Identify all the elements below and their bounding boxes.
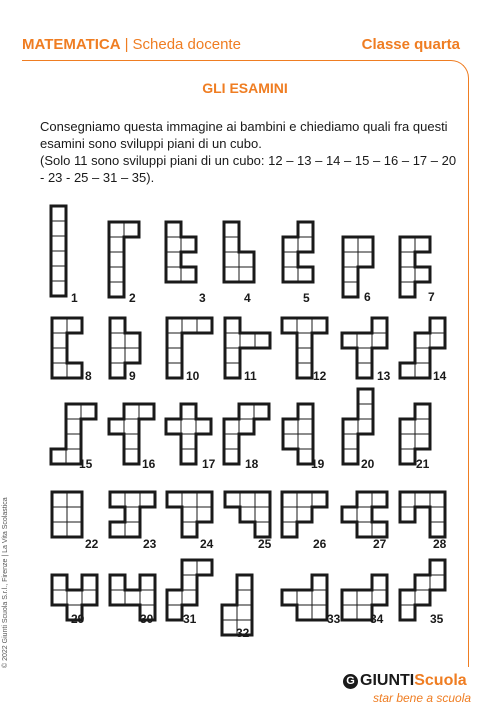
net-face [400, 419, 415, 434]
net-face [52, 522, 67, 537]
net-face [357, 507, 372, 522]
net-face [224, 267, 239, 282]
net-number-label: 32 [236, 626, 250, 640]
cube-net-23 [110, 492, 157, 551]
cube-net-33 [282, 575, 341, 626]
net-face [358, 237, 373, 252]
net-number-label: 25 [258, 537, 272, 551]
net-face [110, 590, 125, 605]
net-face [240, 333, 255, 348]
net-face [400, 507, 415, 522]
net-face [125, 507, 140, 522]
net-face [240, 507, 255, 522]
net-number-label: 22 [85, 537, 99, 551]
net-face [298, 267, 313, 282]
net-face [66, 419, 81, 434]
net-face [358, 404, 373, 419]
net-face [67, 318, 82, 333]
net-face [167, 333, 182, 348]
net-face [298, 434, 313, 449]
cube-net-32 [222, 575, 252, 640]
net-face [372, 522, 387, 537]
net-face [51, 206, 66, 221]
net-face [225, 318, 240, 333]
net-face [415, 363, 430, 378]
net-face [225, 333, 240, 348]
cube-net-26 [282, 492, 327, 551]
grade-label: Classe quarta [361, 36, 460, 53]
net-face [124, 419, 139, 434]
net-number-label: 29 [71, 612, 85, 626]
net-face [124, 434, 139, 449]
net-number-label: 23 [143, 537, 157, 551]
net-face [239, 419, 254, 434]
net-face [255, 507, 270, 522]
net-face [372, 333, 387, 348]
cube-net-35 [400, 560, 445, 626]
net-number-label: 15 [79, 457, 93, 471]
net-face [312, 605, 327, 620]
solution-note: (Solo 11 sono sviluppi piani di un cubo: 12 – 13 – 14 – 15 – 16 – 17 – 20 - 23 - 25 – 31 – 35). [40, 153, 457, 185]
giunti-scuola-logo [343, 672, 478, 712]
net-number-label: 27 [373, 537, 387, 551]
net-face [110, 575, 125, 590]
net-number-label: 21 [416, 457, 430, 471]
logo-g-icon: G [343, 674, 358, 689]
net-face [282, 492, 297, 507]
net-number-label: 34 [370, 612, 384, 626]
net-face [52, 575, 67, 590]
net-face [197, 507, 212, 522]
net-face [297, 318, 312, 333]
net-face [312, 318, 327, 333]
net-face [357, 333, 372, 348]
net-face [312, 590, 327, 605]
net-face [51, 251, 66, 266]
net-face [343, 434, 358, 449]
net-face [343, 449, 358, 464]
net-face [51, 281, 66, 296]
net-face [67, 522, 82, 537]
net-face [400, 590, 415, 605]
net-face [124, 404, 139, 419]
net-face [82, 590, 97, 605]
net-face [52, 507, 67, 522]
net-face [343, 419, 358, 434]
net-face [283, 267, 298, 282]
cube-net-27 [342, 492, 387, 551]
net-face [182, 492, 197, 507]
net-face [400, 363, 415, 378]
net-face [357, 492, 372, 507]
net-number-label: 17 [202, 457, 216, 471]
net-face [342, 507, 357, 522]
net-face [372, 492, 387, 507]
net-number-label: 4 [244, 291, 251, 305]
cube-net-31 [167, 560, 212, 626]
net-face [282, 318, 297, 333]
net-face [166, 237, 181, 252]
net-face [415, 590, 430, 605]
net-face [181, 434, 196, 449]
net-face [358, 389, 373, 404]
net-face [224, 419, 239, 434]
net-face [312, 492, 327, 507]
net-face [298, 419, 313, 434]
net-face [197, 318, 212, 333]
net-face [222, 605, 237, 620]
net-face [297, 605, 312, 620]
net-face [297, 492, 312, 507]
net-face [255, 522, 270, 537]
net-face [182, 507, 197, 522]
net-face [109, 252, 124, 267]
logo-wordmark [343, 672, 467, 690]
net-face [282, 522, 297, 537]
net-face [224, 449, 239, 464]
logo-brand-accent: Scuola [414, 672, 467, 689]
net-face [239, 404, 254, 419]
net-face [125, 522, 140, 537]
net-face [125, 492, 140, 507]
net-number-label: 33 [327, 612, 341, 626]
net-face [166, 222, 181, 237]
net-face [124, 449, 139, 464]
net-face [282, 507, 297, 522]
net-face [283, 419, 298, 434]
cube-net-17 [166, 404, 216, 471]
net-number-label: 6 [364, 290, 371, 304]
net-face [372, 590, 387, 605]
net-face [400, 434, 415, 449]
net-number-label: 3 [199, 291, 206, 305]
subject-label: MATEMATICA [22, 36, 121, 53]
net-face [125, 590, 140, 605]
net-face [358, 252, 373, 267]
net-face [224, 222, 239, 237]
net-face [109, 419, 124, 434]
net-face [182, 575, 197, 590]
net-number-label: 1 [71, 291, 78, 305]
cube-net-6 [343, 237, 373, 304]
net-face [51, 221, 66, 236]
net-face [81, 404, 96, 419]
net-number-label: 13 [377, 369, 391, 383]
net-face [357, 348, 372, 363]
net-face [297, 333, 312, 348]
net-face [357, 590, 372, 605]
net-face [109, 237, 124, 252]
net-face [255, 333, 270, 348]
net-face [66, 434, 81, 449]
net-face [181, 449, 196, 464]
cube-net-3 [166, 222, 206, 305]
net-face [67, 363, 82, 378]
net-face [298, 404, 313, 419]
net-face [342, 333, 357, 348]
net-face [224, 237, 239, 252]
copyright-note: © 2022 Giunti Scuola S.r.l., Firenze | La Vita Scolastica [2, 497, 9, 668]
net-face [109, 222, 124, 237]
net-face [197, 492, 212, 507]
cube-net-28 [400, 492, 447, 551]
net-number-label: 18 [245, 457, 259, 471]
activity-title: GLI ESAMINI [202, 80, 288, 96]
net-face [415, 237, 430, 252]
instructions-text: Consegniamo questa immagine ai bambini e chiediamo quali fra questi esamini sono sviluppi piani di un cubo. [40, 119, 448, 151]
net-face [282, 590, 297, 605]
net-face [52, 492, 67, 507]
net-face [400, 237, 415, 252]
net-face [181, 267, 196, 282]
net-number-label: 35 [430, 612, 444, 626]
net-face [182, 590, 197, 605]
net-face [372, 575, 387, 590]
net-face [222, 620, 237, 635]
net-face [167, 363, 182, 378]
net-face [237, 575, 252, 590]
net-face [400, 449, 415, 464]
cube-net-8 [52, 318, 92, 383]
cube-net-10 [167, 318, 212, 383]
cube-net-7 [400, 237, 435, 304]
net-face [225, 363, 240, 378]
net-face [255, 492, 270, 507]
net-face [254, 404, 269, 419]
header-separator: | [124, 36, 129, 53]
net-face [182, 318, 197, 333]
net-face [66, 404, 81, 419]
net-face [52, 318, 67, 333]
cube-net-25 [225, 492, 272, 551]
net-face [400, 252, 415, 267]
logo-brand: GIUNTI [360, 672, 415, 689]
net-face [343, 252, 358, 267]
cube-net-22 [52, 492, 99, 551]
cube-net-14 [400, 318, 447, 383]
net-face [400, 492, 415, 507]
net-face [140, 575, 155, 590]
net-face [297, 590, 312, 605]
net-number-label: 11 [244, 369, 257, 383]
cube-net-11 [225, 318, 270, 383]
net-face [52, 363, 67, 378]
net-face [166, 252, 181, 267]
net-face [415, 404, 430, 419]
net-face [166, 267, 181, 282]
net-face [239, 267, 254, 282]
sheet-type-label: Scheda docente [132, 36, 241, 53]
net-face [400, 282, 415, 297]
net-number-label: 9 [129, 369, 136, 383]
net-number-label: 19 [311, 457, 325, 471]
cube-net-29 [52, 575, 97, 626]
net-face [239, 252, 254, 267]
cube-net-24 [167, 492, 214, 551]
net-face [415, 434, 430, 449]
net-face [342, 590, 357, 605]
net-face [67, 590, 82, 605]
net-face [167, 318, 182, 333]
net-face [181, 404, 196, 419]
net-face [181, 237, 196, 252]
net-face [415, 575, 430, 590]
net-face [342, 605, 357, 620]
net-number-label: 26 [313, 537, 327, 551]
net-face [52, 333, 67, 348]
net-face [140, 590, 155, 605]
net-face [430, 560, 445, 575]
net-number-label: 31 [183, 612, 197, 626]
net-number-label: 24 [200, 537, 214, 551]
net-face [225, 348, 240, 363]
cube-net-1 [51, 206, 78, 305]
net-face [298, 237, 313, 252]
net-face [297, 348, 312, 363]
net-number-label: 2 [129, 291, 136, 305]
net-face [109, 282, 124, 297]
net-face [167, 590, 182, 605]
net-face [51, 266, 66, 281]
net-face [109, 267, 124, 282]
cube-net-21 [400, 404, 430, 471]
net-face [167, 348, 182, 363]
net-face [139, 404, 154, 419]
net-face [297, 363, 312, 378]
cube-net-5 [283, 222, 313, 305]
net-number-label: 7 [428, 290, 435, 304]
net-face [110, 318, 125, 333]
cube-net-30 [110, 575, 155, 626]
net-face [430, 575, 445, 590]
net-face [237, 590, 252, 605]
cube-net-4 [224, 222, 254, 305]
net-face [343, 282, 358, 297]
net-number-label: 30 [140, 612, 154, 626]
net-face [415, 419, 430, 434]
net-face [283, 252, 298, 267]
cube-net-16 [109, 404, 156, 471]
net-number-label: 5 [303, 291, 310, 305]
net-face [181, 419, 196, 434]
cube-net-34 [342, 575, 387, 626]
cube-net-12 [282, 318, 327, 383]
cube-net-20 [343, 389, 375, 471]
net-face [400, 605, 415, 620]
cube-net-13 [342, 318, 391, 383]
net-face [125, 348, 140, 363]
net-face [52, 348, 67, 363]
net-face [110, 363, 125, 378]
cube-net-18 [224, 404, 269, 471]
net-face [357, 522, 372, 537]
net-face [124, 222, 139, 237]
net-face [140, 492, 155, 507]
net-number-label: 20 [361, 457, 375, 471]
net-face [67, 492, 82, 507]
net-face [67, 507, 82, 522]
cube-net-2 [109, 222, 139, 305]
net-face [224, 252, 239, 267]
net-number-label: 14 [433, 369, 447, 383]
net-face [415, 492, 430, 507]
net-face [224, 434, 239, 449]
net-face [110, 492, 125, 507]
cube-net-15 [51, 404, 96, 471]
net-face [430, 333, 445, 348]
net-face [167, 492, 182, 507]
net-face [166, 419, 181, 434]
net-face [283, 237, 298, 252]
net-face [167, 605, 182, 620]
net-face [196, 419, 211, 434]
net-face [297, 507, 312, 522]
net-face [343, 237, 358, 252]
net-face [312, 575, 327, 590]
net-face [125, 333, 140, 348]
net-number-label: 10 [186, 369, 200, 383]
net-face [52, 590, 67, 605]
net-face [298, 222, 313, 237]
net-face [400, 267, 415, 282]
net-face [357, 363, 372, 378]
net-face [240, 492, 255, 507]
net-face [358, 419, 373, 434]
net-face [110, 522, 125, 537]
net-face [237, 605, 252, 620]
net-face [283, 434, 298, 449]
net-number-label: 28 [433, 537, 447, 551]
net-face [430, 318, 445, 333]
net-face [415, 333, 430, 348]
net-number-label: 8 [85, 369, 92, 383]
net-face [430, 507, 445, 522]
net-face [225, 492, 240, 507]
net-number-label: 16 [142, 457, 156, 471]
net-face [372, 318, 387, 333]
net-face [343, 267, 358, 282]
net-face [110, 333, 125, 348]
logo-tagline: star bene a scuola [373, 691, 472, 705]
net-face [82, 575, 97, 590]
net-face [197, 560, 212, 575]
net-face [430, 492, 445, 507]
cube-net-19 [283, 404, 325, 471]
net-face [51, 236, 66, 251]
cube-net-9 [110, 318, 140, 383]
net-face [51, 449, 66, 464]
net-number-label: 12 [313, 369, 327, 383]
net-face [182, 522, 197, 537]
net-face [110, 348, 125, 363]
net-face [415, 348, 430, 363]
net-face [415, 267, 430, 282]
net-face [182, 560, 197, 575]
net-face [430, 522, 445, 537]
